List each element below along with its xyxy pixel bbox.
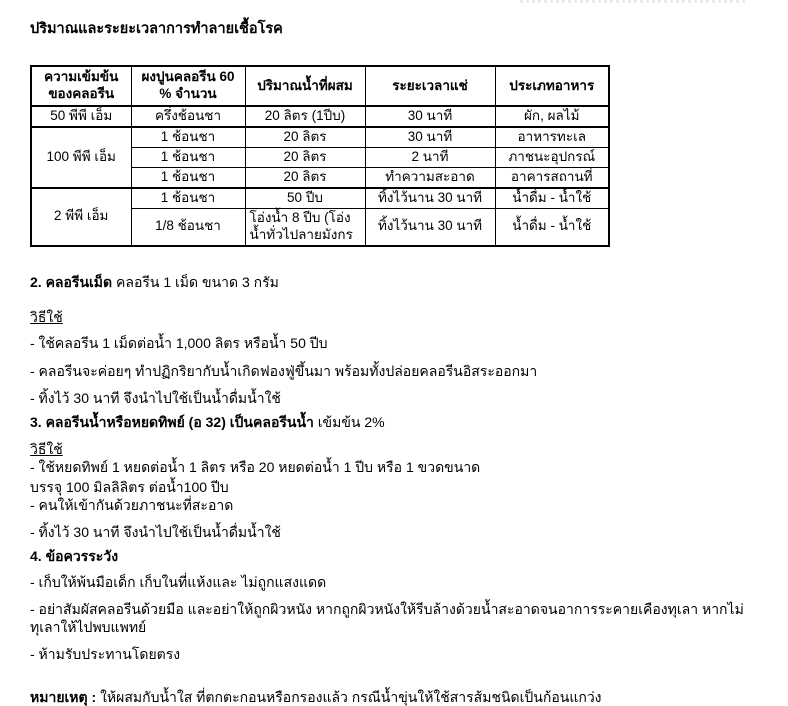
- cell-soak-time: ทิ้งไว้นาน 30 นาที: [365, 209, 495, 246]
- table-row: [31, 188, 609, 209]
- section2-bullet-2: - คลอรีนจะค่อยๆ ทำปฏิกริยากับน้ำเกิดฟองฟู่ขึ้นมา พร้อมทั้งปล่อยคลอรีนอิสระออกมา: [30, 362, 538, 379]
- section2-heading-bold: 2. คลอรีนเม็ด: [30, 273, 113, 290]
- top-edge-dotted-artifact: [520, 0, 745, 7]
- cell-soak-time: 2 นาที: [365, 148, 495, 168]
- cell-water-volume: 20 ลิตร: [245, 168, 365, 189]
- cell-food-type: น้ำดื่ม - น้ำใช้: [495, 209, 609, 246]
- section4-heading: 4. ข้อควรระวัง: [30, 547, 119, 564]
- column-header-food-type: ประเภทอาหาร: [495, 66, 609, 106]
- column-header-powder-amount: ผงปูนคลอรีน 60 % จำนวน: [131, 66, 245, 106]
- cell-concentration: 50 พีพี เอ็ม: [31, 106, 131, 127]
- cell-concentration: 100 พีพี เอ็ม: [31, 127, 131, 188]
- cell-water-volume: 20 ลิตร (1ปีบ): [245, 106, 365, 127]
- cell-soak-time: 30 นาที: [365, 127, 495, 148]
- section2-heading-rest: คลอรีน 1 เม็ด ขนาด 3 กรัม: [112, 273, 279, 290]
- section2-heading: [30, 273, 762, 291]
- cell-soak-time: ทิ้งไว้นาน 30 นาที: [365, 188, 495, 209]
- note-label: หมายเหตุ :: [30, 688, 97, 705]
- section2-bullet-1: - ใช้คลอรีน 1 เม็ดต่อน้ำ 1,000 ลิตร หรือน้ำ 50 ปีบ: [30, 334, 328, 351]
- cell-powder-amount: 1 ช้อนชา: [131, 127, 245, 148]
- cell-powder-amount: 1 ช้อนชา: [131, 188, 245, 209]
- cell-food-type: ผัก, ผลไม้: [495, 106, 609, 127]
- section3-bullet-4: - ทิ้งไว้ 30 นาที จึงนำไปใช้เป็นน้ำดื่มน้ำใช้: [30, 523, 281, 540]
- cell-powder-amount: 1/8 ช้อนชา: [131, 209, 245, 246]
- table-header-row: [31, 66, 609, 106]
- section2-usage-label: วิธีใช้: [30, 308, 63, 325]
- note-line: [30, 688, 762, 706]
- section3-line-2: บรรจุ 100 มิลลิลิตร ต่อน้ำ100 ปีบ: [30, 478, 229, 495]
- cell-food-type: น้ำดื่ม - น้ำใช้: [495, 188, 609, 209]
- cell-concentration: 2 พีพี เอ็ม: [31, 188, 131, 246]
- table-row: [31, 127, 609, 148]
- note-text: ให้ผสมกับน้ำใส ที่ตกตะกอนหรือกรองแล้ว กรณีน้ำขุ่นให้ใช้สารส้มชนิดเป็นก้อนแกว่ง: [96, 688, 602, 705]
- disinfection-table: [30, 65, 610, 247]
- page-title: ปริมาณและระยะเวลาการทำลายเชื้อโรค: [30, 21, 283, 37]
- cell-water-volume: 20 ลิตร: [245, 127, 365, 148]
- section4-bullet-2: - อย่าสัมผัสคลอรีนด้วยมือ และอย่าให้ถูกผิวหนัง หากถูกผิวหนังให้รีบล้างด้วยน้ำสะอาดจนอาการระคายเคืองทุเลา หากไม่ทุเลาให้ไปพบแพทย์: [30, 600, 744, 635]
- section3-heading-rest: เข้มข้น 2%: [313, 413, 385, 430]
- cell-soak-time: ทำความสะอาด: [365, 168, 495, 189]
- section3-usage-label: วิธีใช้: [30, 440, 63, 457]
- cell-water-volume: โอ่งน้ำ 8 ปีบ (โอ่งน้ำทั่วไปลายมังกร: [245, 209, 365, 246]
- column-header-soak-time: ระยะเวลาแช่: [365, 66, 495, 106]
- section4-bullet-1: - เก็บให้พ้นมือเด็ก เก็บในที่แห้งและ ไม่ถูกแสงแดด: [30, 573, 327, 590]
- section3-bullet-1: - ใช้หยดทิพย์ 1 หยดต่อน้ำ 1 ลิตร หรือ 20 หยดต่อน้ำ 1 ปีบ หรือ 1 ขวดขนาด: [30, 458, 481, 475]
- cell-powder-amount: ครึ่งช้อนชา: [131, 106, 245, 127]
- cell-food-type: อาคารสถานที่: [495, 168, 609, 189]
- column-header-concentration: ความเข้มข้น ของคลอรีน: [31, 66, 131, 106]
- document-body: [30, 273, 762, 706]
- section3-heading-bold: 3. คลอรีนน้ำหรือหยดทิพย์ (อ 32) เป็นคลอรีนน้ำ: [30, 413, 314, 430]
- cell-soak-time: 30 นาที: [365, 106, 495, 127]
- section3-bullet-3: - คนให้เข้ากันด้วยภาชนะที่สะอาด: [30, 496, 234, 513]
- cell-water-volume: 20 ลิตร: [245, 148, 365, 168]
- cell-food-type: อาหารทะเล: [495, 127, 609, 148]
- section2-bullet-3: - ทิ้งไว้ 30 นาที จึงนำไปใช้เป็นน้ำดื่มน้ำใช้: [30, 389, 281, 406]
- cell-powder-amount: 1 ช้อนชา: [131, 148, 245, 168]
- column-header-water-volume: ปริมาณน้ำที่ผสม: [245, 66, 365, 106]
- cell-water-volume: 50 ปีบ: [245, 188, 365, 209]
- table-row: [31, 106, 609, 127]
- section3-heading: [30, 413, 762, 431]
- cell-food-type: ภาชนะอุปกรณ์: [495, 148, 609, 168]
- cell-powder-amount: 1 ช้อนชา: [131, 168, 245, 189]
- section4-bullet-3: - ห้ามรับประทานโดยตรง: [30, 645, 181, 662]
